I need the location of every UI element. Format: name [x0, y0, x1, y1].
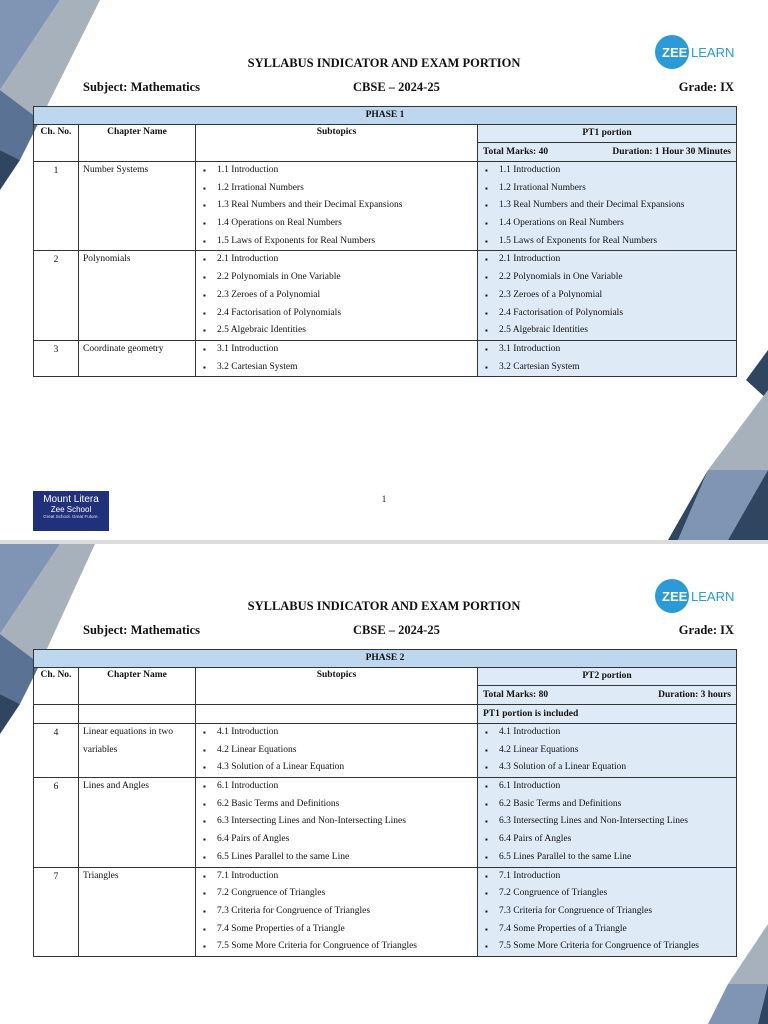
total-marks: Total Marks: 80 [483, 690, 549, 700]
marks-duration-cell [478, 686, 737, 705]
subtopic-item: ▪ 7.4 Some Properties of a Triangle [200, 921, 473, 939]
portion-title: PT2 portion [582, 671, 632, 681]
column-header-subtopics: Subtopics [196, 668, 478, 705]
subtopic-item: ▪ 6.5 Lines Parallel to the same Line [200, 849, 473, 867]
portion-item: ▪ 2.5 Algebraic Identities [482, 322, 732, 340]
duration: Duration: 3 hours [658, 690, 731, 700]
portion-cell [478, 340, 737, 376]
portion-item: ▪ 2.2 Polynomials in One Variable [482, 269, 732, 287]
subtopic-item: ▪ 7.3 Criteria for Congruence of Triangles [200, 903, 473, 921]
subtopic-item: ▪ 2.4 Factorisation of Polynomials [200, 305, 473, 323]
portion-item: ▪ 7.1 Introduction [482, 868, 732, 886]
marks-duration-cell [478, 143, 737, 162]
chapter-number: 1 [34, 162, 79, 251]
chapter-name: Polynomials [79, 251, 196, 340]
subtopic-item: ▪ 6.1 Introduction [200, 778, 473, 796]
subject-label: Subject: Mathematics [83, 623, 200, 637]
subtopic-item: ▪ 1.1 Introduction [200, 162, 473, 180]
portion-item: ▪ 2.4 Factorisation of Polynomials [482, 305, 732, 323]
column-header-chapter-name: Chapter Name [79, 125, 196, 162]
subtopic-item: ▪ 2.3 Zeroes of a Polynomial [200, 287, 473, 305]
mount-litera-logo [33, 491, 109, 531]
subtopic-item: ▪ 3.1 Introduction [200, 341, 473, 359]
chapter-row [34, 867, 737, 956]
portion-item: ▪ 6.3 Intersecting Lines and Non-Intersecting Lines [482, 813, 732, 831]
portion-list [478, 162, 736, 250]
school-logo-line2: Zee School [50, 505, 92, 514]
portion-list [478, 868, 736, 956]
svg-text:ZEE: ZEE [662, 589, 688, 604]
portion-item: ▪ 6.4 Pairs of Angles [482, 831, 732, 849]
chapter-rows [34, 162, 737, 377]
column-header-subtopics: Subtopics [196, 125, 478, 162]
column-header-chapter-name: Chapter Name [79, 668, 196, 705]
portion-item: ▪ 1.1 Introduction [482, 162, 732, 180]
portion-item: ▪ 2.1 Introduction [482, 251, 732, 269]
empty-cell [196, 705, 478, 724]
portion-item: ▪ 6.1 Introduction [482, 778, 732, 796]
subtopics-cell [196, 162, 478, 251]
portion-item: ▪ 7.2 Congruence of Triangles [482, 885, 732, 903]
column-header-chno: Ch. No. [34, 125, 79, 162]
chapter-row [34, 251, 737, 340]
portion-cell [478, 778, 737, 867]
subtopic-item: ▪ 3.2 Cartesian System [200, 359, 473, 377]
subtopic-list [196, 341, 477, 376]
subtopic-list [196, 251, 477, 339]
empty-cell [79, 705, 196, 724]
portion-item: ▪ 1.3 Real Numbers and their Decimal Expansions [482, 197, 732, 215]
subtopic-item: ▪ 1.5 Laws of Exponents for Real Numbers [200, 233, 473, 251]
session-label: CBSE – 2024-25 [353, 80, 440, 94]
subtopics-cell [196, 867, 478, 956]
page-number: 1 [381, 494, 387, 504]
chapter-name: Number Systems [79, 162, 196, 251]
document-page-2 [0, 544, 768, 1024]
document-title: SYLLABUS INDICATOR AND EXAM PORTION [247, 56, 521, 70]
duration: Duration: 1 Hour 30 Minutes [612, 147, 731, 157]
subject-label: Subject: Mathematics [83, 80, 200, 94]
pt1-included-note: PT1 portion is included [483, 709, 579, 719]
subtopics-cell [196, 340, 478, 376]
empty-cell [34, 705, 79, 724]
portion-list [478, 251, 736, 339]
portion-item: ▪ 4.2 Linear Equations [482, 742, 732, 760]
subtopic-list [196, 778, 477, 866]
phase-header: PHASE 2 [34, 650, 737, 668]
subtopic-item: ▪ 4.2 Linear Equations [200, 742, 473, 760]
column-header-portion [478, 668, 737, 686]
svg-text:LEARN: LEARN [691, 45, 735, 60]
subtopic-item: ▪ 1.3 Real Numbers and their Decimal Expansions [200, 197, 473, 215]
portion-item: ▪ 4.3 Solution of a Linear Equation [482, 759, 732, 777]
chapter-name: Linear equations in two variables [79, 724, 196, 778]
subtopic-item: ▪ 6.4 Pairs of Angles [200, 831, 473, 849]
session-label: CBSE – 2024-25 [353, 623, 440, 637]
subtopics-cell [196, 778, 478, 867]
chapter-rows [34, 724, 737, 957]
syllabus-table-phase-1 [33, 106, 737, 377]
chapter-number: 6 [34, 778, 79, 867]
portion-item: ▪ 7.3 Criteria for Congruence of Triangles [482, 903, 732, 921]
subtopic-item: ▪ 1.2 Irrational Numbers [200, 180, 473, 198]
subtopic-item: ▪ 2.1 Introduction [200, 251, 473, 269]
column-header-chno: Ch. No. [34, 668, 79, 705]
svg-text:LEARN: LEARN [691, 589, 735, 604]
chapter-name: Coordinate geometry [79, 340, 196, 376]
phase-header: PHASE 1 [34, 107, 737, 125]
chapter-name: Lines and Angles [79, 778, 196, 867]
portion-cell [478, 251, 737, 340]
subtopic-item: ▪ 6.3 Intersecting Lines and Non-Intersecting Lines [200, 813, 473, 831]
syllabus-table-phase-2 [33, 649, 737, 957]
chapter-name: Triangles [79, 867, 196, 956]
portion-item: ▪ 6.5 Lines Parallel to the same Line [482, 849, 732, 867]
chapter-row [34, 340, 737, 376]
chapter-number: 3 [34, 340, 79, 376]
portion-list [478, 341, 736, 376]
corner-decoration-bottom-right [668, 350, 768, 540]
svg-text:ZEE: ZEE [662, 45, 688, 60]
portion-cell [478, 162, 737, 251]
subtopic-item: ▪ 4.3 Solution of a Linear Equation [200, 759, 473, 777]
document-title: SYLLABUS INDICATOR AND EXAM PORTION [247, 599, 521, 613]
portion-item: ▪ 3.2 Cartesian System [482, 359, 732, 377]
portion-title: PT1 portion [582, 128, 632, 138]
total-marks: Total Marks: 40 [483, 147, 549, 157]
portion-item: ▪ 1.4 Operations on Real Numbers [482, 215, 732, 233]
portion-item: ▪ 7.4 Some Properties of a Triangle [482, 921, 732, 939]
portion-list [478, 778, 736, 866]
portion-item: ▪ 1.5 Laws of Exponents for Real Numbers [482, 233, 732, 251]
included-note-cell [478, 705, 737, 724]
subtopic-list [196, 162, 477, 250]
subtopic-item: ▪ 7.1 Introduction [200, 868, 473, 886]
school-logo-line1: Mount Litera [43, 494, 99, 505]
grade-label: Grade: IX [678, 80, 734, 94]
portion-item: ▪ 1.2 Irrational Numbers [482, 180, 732, 198]
portion-item: ▪ 3.1 Introduction [482, 341, 732, 359]
subtopics-cell [196, 251, 478, 340]
portion-item: ▪ 4.1 Introduction [482, 724, 732, 742]
chapter-number: 4 [34, 724, 79, 778]
subtopics-cell [196, 724, 478, 778]
subtopic-list [196, 868, 477, 956]
chapter-number: 7 [34, 867, 79, 956]
subtopic-item: ▪ 7.2 Congruence of Triangles [200, 885, 473, 903]
chapter-row [34, 778, 737, 867]
subtopic-item: ▪ 7.5 Some More Criteria for Congruence of Triangles [200, 938, 473, 956]
chapter-number: 2 [34, 251, 79, 340]
portion-item: ▪ 6.2 Basic Terms and Definitions [482, 796, 732, 814]
subtopic-item: ▪ 2.2 Polynomials in One Variable [200, 269, 473, 287]
portion-cell [478, 724, 737, 778]
chapter-row [34, 724, 737, 778]
subtopic-item: ▪ 4.1 Introduction [200, 724, 473, 742]
school-logo-tagline: Great School. Great Future. [43, 514, 99, 519]
subtopic-item: ▪ 1.4 Operations on Real Numbers [200, 215, 473, 233]
grade-label: Grade: IX [678, 623, 734, 637]
portion-list [478, 724, 736, 777]
subtopic-item: ▪ 6.2 Basic Terms and Definitions [200, 796, 473, 814]
portion-cell [478, 867, 737, 956]
portion-item: ▪ 7.5 Some More Criteria for Congruence of Triangles [482, 938, 732, 956]
portion-item: ▪ 2.3 Zeroes of a Polynomial [482, 287, 732, 305]
column-header-portion [478, 125, 737, 143]
subtopic-item: ▪ 2.5 Algebraic Identities [200, 322, 473, 340]
chapter-row [34, 162, 737, 251]
subtopic-list [196, 724, 477, 777]
